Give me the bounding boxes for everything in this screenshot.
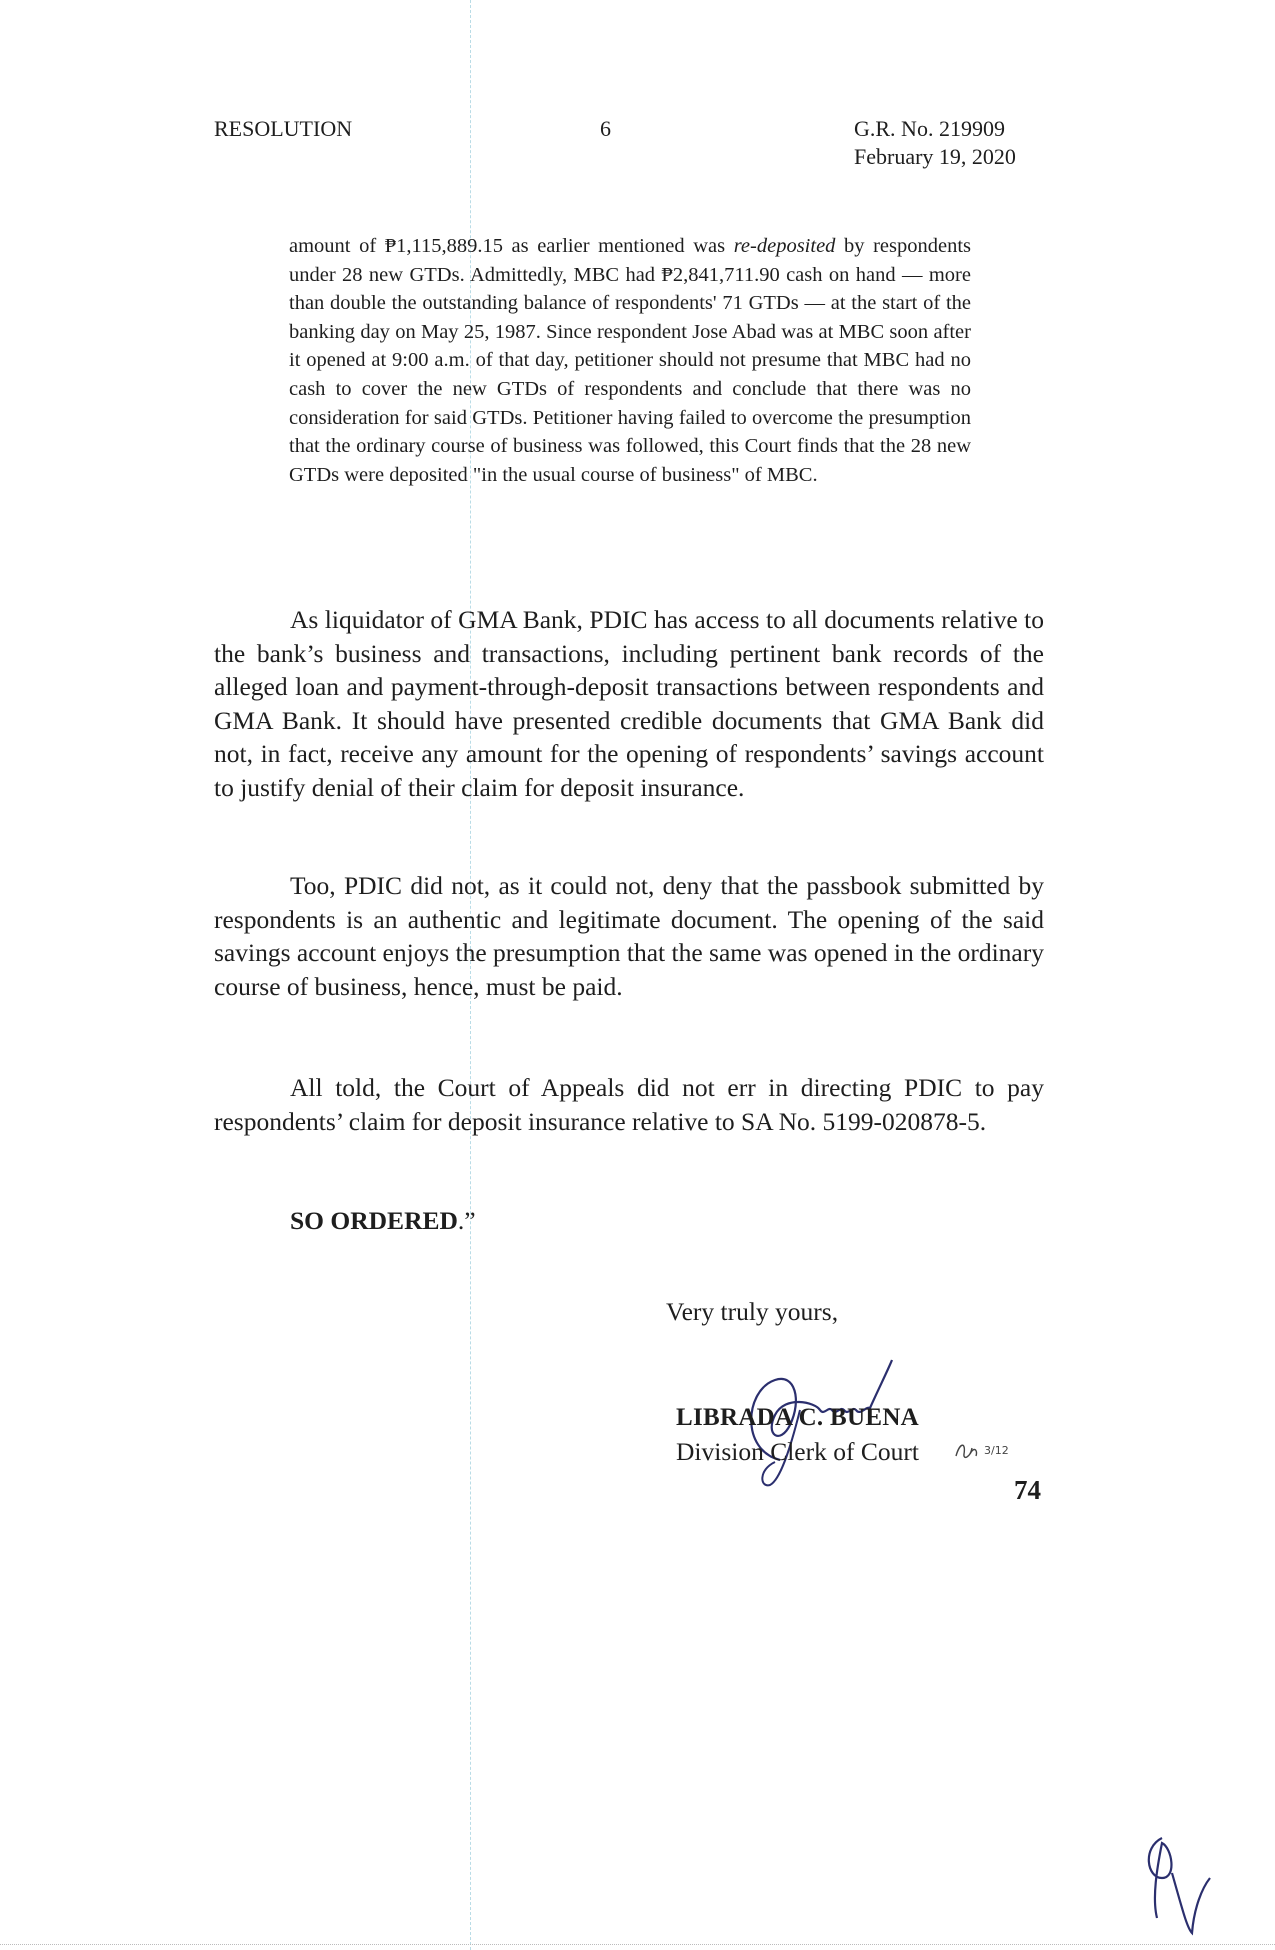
marginal-initials-text: 3/12 bbox=[984, 1444, 1009, 1457]
paragraph-text: All told, the Court of Appeals did not err in directing PDIC to pay respondents’ claim for deposit insurance relative to SA No. 5199-020878-5. bbox=[214, 1073, 1044, 1136]
so-ordered-line bbox=[290, 1205, 476, 1237]
case-number: G.R. No. 219909 bbox=[854, 116, 1005, 141]
page-count-mark: 74 bbox=[1014, 1475, 1041, 1505]
body-paragraph-3 bbox=[214, 1071, 1044, 1138]
body-paragraph-2 bbox=[214, 869, 1044, 1003]
so-ordered-tail: .” bbox=[457, 1206, 476, 1235]
so-ordered-bold: SO ORDERED bbox=[290, 1206, 458, 1235]
closing-salutation: Very truly yours, bbox=[666, 1297, 839, 1326]
quote-text-after: by respondents under 28 new GTDs. Admittedly, MBC had ₱2,841,711.90 cash on hand — more than double the outstanding balance of respondents' 71 GTDs — at the start of the banking day on May 25, 1987. Since respondent Jose Abad was at MBC soon after it opened at 9:00 a.m. of that day, petitioner should not presume that MBC had no cash to cover the new GTDs of respondents and conclude that there was no consideration for said GTDs. Petitioner having failed to overcome the presumption that the ordinary course of business was followed, this Court finds that the 28 new GTDs were deposited "in the usual course of business" of MBC. bbox=[289, 235, 971, 486]
signatory-name: LIBRADA C. BUENA bbox=[676, 1404, 920, 1431]
body-paragraph-1 bbox=[214, 603, 1044, 804]
case-info bbox=[854, 115, 1016, 171]
scan-edge-line bbox=[0, 1944, 1275, 1945]
quoted-paragraph bbox=[289, 232, 971, 489]
paragraph-text: Too, PDIC did not, as it could not, deny that the passbook submitted by respondents is an authentic and legitimate document. The opening of the said savings account enjoys the presumption that the same was opened in the ordinary course of business, hence, must be paid. bbox=[214, 871, 1044, 1001]
page-number: 6 bbox=[600, 116, 611, 141]
paragraph-text: As liquidator of GMA Bank, PDIC has access to all documents relative to the bank’s business and transactions, including pertinent bank records of the alleged loan and payment-through-deposit transactions between respondents and GMA Bank. It should have presented credible documents that GMA Bank did not, in fact, receive any amount for the opening of respondents’ savings account to justify denial of their claim for deposit insurance. bbox=[214, 605, 1044, 802]
quote-italic-term: re-deposited bbox=[733, 235, 836, 257]
handwritten-initial-mark bbox=[1132, 1818, 1222, 1938]
document-type-label: RESOLUTION bbox=[214, 116, 353, 141]
quote-text-before: amount of ₱1,115,889.15 as earlier mentioned was bbox=[289, 235, 734, 257]
case-date: February 19, 2020 bbox=[854, 144, 1016, 169]
marginal-initials bbox=[952, 1434, 1012, 1464]
signatory-title: Division Clerk of Court bbox=[676, 1437, 919, 1466]
